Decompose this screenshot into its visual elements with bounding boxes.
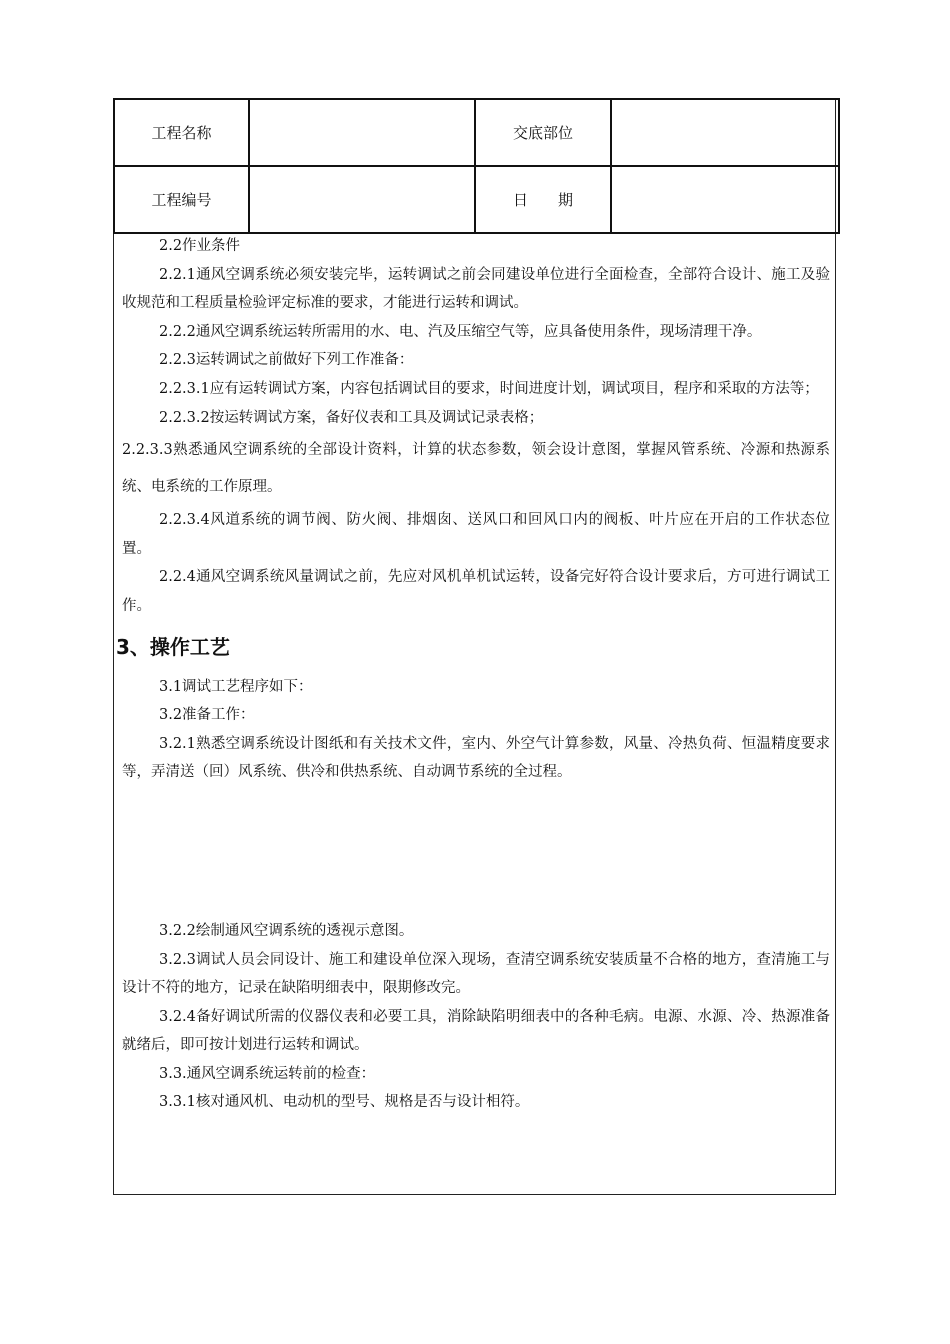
header-table bbox=[113, 98, 840, 234]
date-label: 日 期 bbox=[475, 166, 611, 233]
header-row-2 bbox=[114, 166, 839, 233]
paragraph: 3.2.2绘制通风空调系统的透视示意图。 bbox=[159, 922, 414, 939]
disclosure-part-label: 交底部位 bbox=[475, 99, 611, 166]
project-number-label: 工程编号 bbox=[114, 166, 249, 233]
paragraph: 2.2.2通风空调系统运转所需用的水、电、汽及压缩空气等，应具备使用条件，现场清理干净。 bbox=[159, 323, 762, 340]
project-name-label: 工程名称 bbox=[114, 99, 249, 166]
paragraph: 2.2.4通风空调系统风量调试之前，先应对风机单机试运转，设备完好符合设计要求后，方可进行调试工作。 bbox=[122, 569, 830, 614]
paragraph: 2.2.3.2按运转调试方案，备好仪表和工具及调试记录表格； bbox=[159, 409, 544, 426]
paragraph: 2.2作业条件 bbox=[159, 238, 241, 254]
project-name-value bbox=[249, 99, 475, 166]
section-heading: 3、操作工艺 bbox=[116, 634, 230, 659]
paragraph: 2.2.3.3熟悉通风空调系统的全部设计资料，计算的状态参数，领会设计意图，掌握风管系统、冷源和热源系统、电系统的工作原理。 bbox=[122, 442, 830, 496]
paragraph: 3.1调试工艺程序如下： bbox=[159, 678, 313, 695]
paragraph: 3.3.通风空调系统运转前的检查： bbox=[159, 1065, 376, 1082]
project-number-value bbox=[249, 166, 475, 233]
header-row-1 bbox=[114, 99, 839, 166]
disclosure-part-value bbox=[611, 99, 839, 166]
paragraph: 2.2.3.4风道系统的调节阀、防火阀、排烟囱、送风口和回风口内的阀板、叶片应在开启的工作状态位置。 bbox=[122, 512, 830, 557]
date-value bbox=[611, 166, 839, 233]
paragraph: 2.2.3.1应有运转调试方案，内容包括调试目的要求，时间进度计划，调试项目，程序和采取的方法等； bbox=[159, 380, 819, 397]
paragraph: 3.2.4备好调试所需的仪器仪表和必要工具，消除缺陷明细表中的各种毛病。电源、水源、冷、热源准备就绪后，即可按计划进行运转和调试。 bbox=[122, 1008, 830, 1054]
document-body bbox=[116, 232, 830, 1117]
paragraph: 3.2.1熟悉空调系统设计图纸和有关技术文件，室内、外空气计算参数，风量、冷热负荷、恒温精度要求等，弄清送（回）风系统、供冷和供热系统、自动调节系统的全过程。 bbox=[122, 735, 830, 781]
paragraph: 2.2.3运转调试之前做好下列工作准备： bbox=[159, 352, 414, 369]
paragraph: 3.3.1核对通风机、电动机的型号、规格是否与设计相符。 bbox=[159, 1094, 530, 1111]
paragraph: 3.2准备工作： bbox=[159, 707, 255, 724]
paragraph: 3.2.3调试人员会同设计、施工和建设单位深入现场，查清空调系统安装质量不合格的地方，查清施工与设计不符的地方，记录在缺陷明细表中，限期修改完。 bbox=[122, 951, 830, 997]
paragraph: 2.2.1通风空调系统必须安装完毕，运转调试之前会同建设单位进行全面检查，全部符合设计、施工及验收规范和工程质量检验评定标准的要求，才能进行运转和调试。 bbox=[122, 266, 830, 312]
blank-figure-area bbox=[122, 787, 830, 917]
